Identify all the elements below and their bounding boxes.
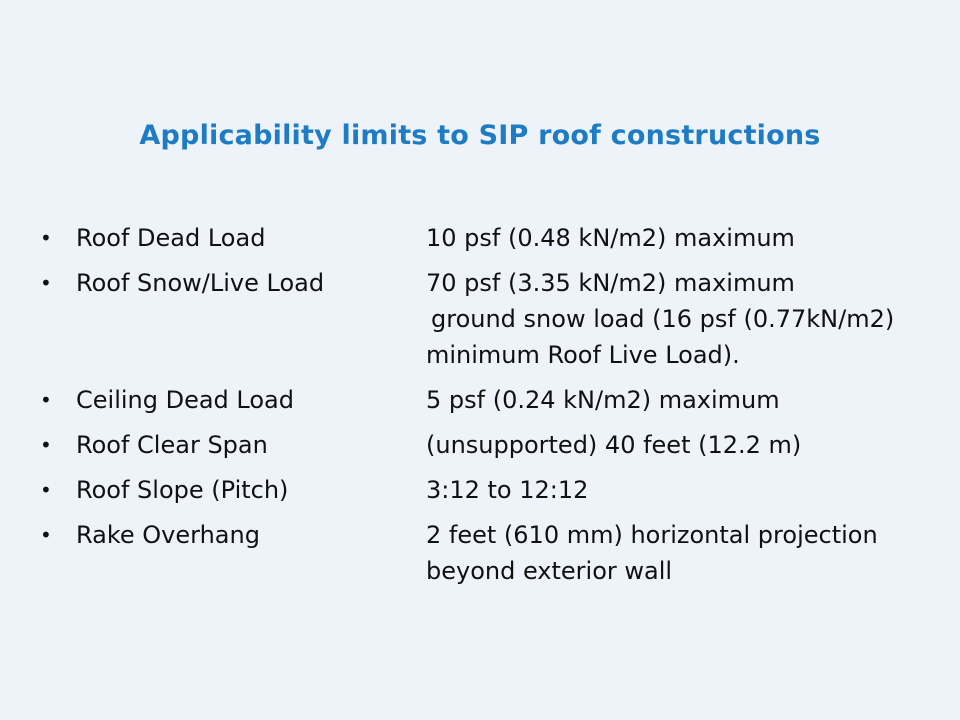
list-item <box>40 382 940 418</box>
bullet-icon: • <box>40 523 52 547</box>
limits-list <box>40 220 940 598</box>
bullet-icon: • <box>40 271 52 295</box>
item-value <box>426 472 940 508</box>
list-item <box>40 472 940 508</box>
list-item <box>40 265 940 373</box>
item-value <box>426 517 940 589</box>
bullet-icon: • <box>40 478 52 502</box>
bullet-icon: • <box>40 433 52 457</box>
item-value <box>426 382 940 418</box>
item-value <box>426 427 940 463</box>
item-value <box>426 265 940 373</box>
item-label: Roof Dead Load <box>76 224 266 252</box>
item-label: Roof Slope (Pitch) <box>76 476 289 504</box>
item-label: Roof Clear Span <box>76 431 268 459</box>
list-item <box>40 427 940 463</box>
item-value-line: (unsupported) 40 feet (12.2 m) <box>426 431 802 459</box>
item-value-line: ground snow load (16 psf (0.77kN/m2) <box>431 305 895 333</box>
item-label: Rake Overhang <box>76 521 260 549</box>
slide-title: Applicability limits to SIP roof constructions <box>139 120 821 151</box>
item-value-line: minimum Roof Live Load). <box>426 341 740 369</box>
item-value-line: beyond exterior wall <box>426 557 673 585</box>
item-value-line: 10 psf (0.48 kN/m2) maximum <box>426 224 795 252</box>
item-label: Ceiling Dead Load <box>76 386 294 414</box>
item-value-line: 3:12 to 12:12 <box>426 476 589 504</box>
bullet-icon: • <box>40 388 52 412</box>
list-item <box>40 517 940 589</box>
item-value <box>426 220 940 256</box>
bullet-icon: • <box>40 226 52 250</box>
item-value-line: 70 psf (3.35 kN/m2) maximum <box>426 269 795 297</box>
item-value-line: 5 psf (0.24 kN/m2) maximum <box>426 386 780 414</box>
item-value-line: 2 feet (610 mm) horizontal projection <box>426 521 878 549</box>
list-item <box>40 220 940 256</box>
item-label: Roof Snow/Live Load <box>76 269 325 297</box>
